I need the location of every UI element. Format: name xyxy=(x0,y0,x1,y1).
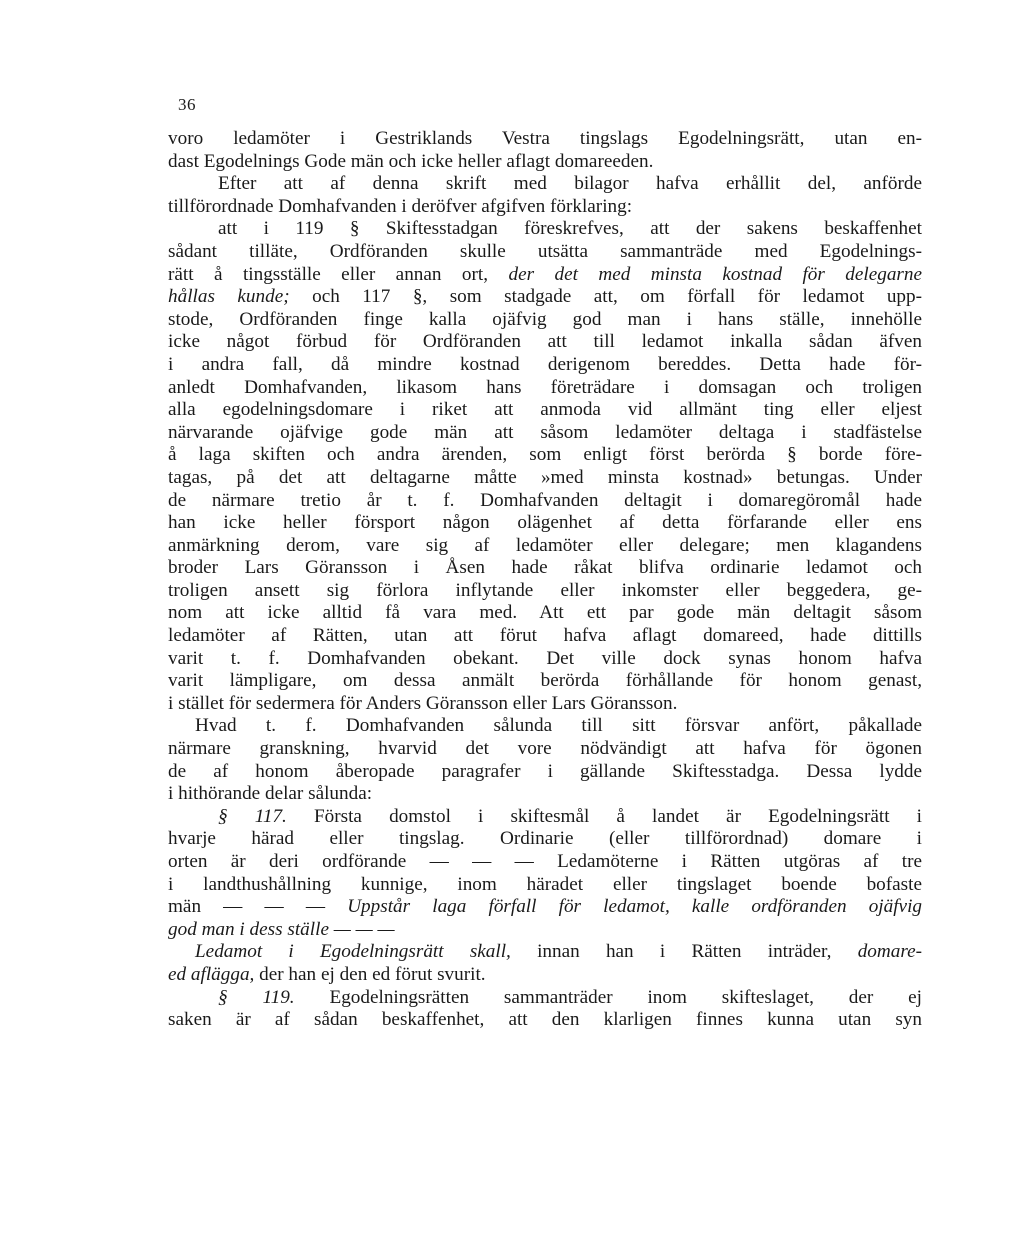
text-line: att i 119 § Skiftesstadgan föreskrefves, att der sakens beskaffenhet xyxy=(218,218,922,240)
text-line: voro ledamöter i Gestriklands Vestra tingslags Egodelningsrätt, utan en- xyxy=(168,128,922,149)
text-fragment: Egodelningsrätten sammanträder inom skifteslaget, der ej xyxy=(329,986,922,1008)
text-line: de närmare tretio år t. f. Domhafvanden deltagit i domaregöromål hade xyxy=(168,489,922,511)
italic-fragment: Uppstår laga förfall för ledamot, kalle ordföranden ojäfvig xyxy=(347,896,922,918)
text-line: hvarje härad eller tingslag. Ordinarie (eller tillförordnad) domare i xyxy=(168,828,922,850)
italic-fragment: god man i dess ställe — — — xyxy=(168,918,395,940)
text-line: Efter att af denna skrift med bilagor hafva erhållit del, anförde xyxy=(218,173,922,195)
text-line: dast Egodelnings Gode män och icke heller aflagt domareeden. xyxy=(168,150,654,172)
text-line: tagas, på det att deltagarne måtte »med minsta kostnad» betungas. Under xyxy=(168,466,922,488)
text-line: de af honom åberopade paragrafer i gällande Skiftesstadga. Dessa lydde xyxy=(168,760,922,782)
italic-fragment: der det med minsta kostnad för delegarne xyxy=(508,263,923,285)
text-fragment: der han ej den ed förut svurit. xyxy=(259,963,486,985)
italic-fragment: ed aflägga, xyxy=(168,963,255,985)
text-line: icke något förbud för Ordföranden att till ledamot inkalla sådan äfven xyxy=(168,331,922,353)
text-line: troligen ansett sig förlora inflytande eller inkomster eller beggedera, ge- xyxy=(168,579,922,601)
text-fragment: och 117 §, som stadgade att, om förfall för ledamot upp- xyxy=(312,286,922,308)
text-line: i landthushållning kunnige, inom häradet eller tingslaget boende bofaste xyxy=(168,873,922,895)
text-line xyxy=(168,964,922,987)
text-line: nom att icke alltid få vara med. Att ett par gode män deltagit såsom xyxy=(168,602,922,624)
text-line xyxy=(168,264,922,287)
italic-fragment: hållas kunde; xyxy=(168,286,290,308)
text-line: anmärkning derom, vare sig af ledamöter eller delegare; men klagandens xyxy=(168,534,922,556)
text-line xyxy=(168,806,922,829)
text-line: tillförordnade Domhafvanden i deröfver afgifven förklaring: xyxy=(168,195,633,217)
section-number: § 119. xyxy=(218,986,295,1008)
body-text xyxy=(168,128,922,1032)
text-line: varit lämpligare, om dessa anmält berörda förhållande för honom genast, xyxy=(168,670,922,692)
text-fragment: rätt å tingsställe eller annan ort, xyxy=(168,263,489,285)
page-number: 36 xyxy=(178,95,196,114)
text-line: saken är af sådan beskaffenhet, att den klarligen finnes kunna utan syn xyxy=(168,1009,922,1031)
text-line: sådant tilläte, Ordföranden skulle utsätta sammanträde med Egodelnings- xyxy=(168,240,922,262)
text-line: varit t. f. Domhafvanden obekant. Det ville dock synas honom hafva xyxy=(168,647,922,669)
text-line xyxy=(168,941,922,964)
text-line: närmare granskning, hvarvid det vore nödvändigt att hafva för ögonen xyxy=(168,738,922,760)
text-line: i hithörande delar sålunda: xyxy=(168,783,373,805)
text-line: han icke heller försport någon olägenhet af detta förfarande eller ens xyxy=(168,512,922,534)
text-line: Hvad t. f. Domhafvanden sålunda till sitt försvar anfört, påkallade xyxy=(195,715,922,737)
text-line: alla egodelningsdomare i riket att anmoda vid allmänt ting eller eljest xyxy=(168,399,922,421)
text-line xyxy=(168,919,922,942)
text-line: stode, Ordföranden finge kalla ojäfvig god man i hans ställe, innehölle xyxy=(168,308,922,330)
text-line: ledamöter af Rätten, utan att förut hafva aflagt domareed, hade dittills xyxy=(168,625,922,647)
section-number: § 117. xyxy=(218,805,287,827)
text-line xyxy=(168,896,922,919)
text-fragment: innan han i Rätten inträder, xyxy=(537,941,832,963)
italic-fragment: Ledamot i Egodelningsrätt skall, xyxy=(195,941,511,963)
italic-fragment: domare- xyxy=(857,941,922,963)
text-line: orten är deri ordförande — — — Ledamöterne i Rätten utgöras af tre xyxy=(168,851,922,872)
text-line: å laga skiften och andra ärenden, som enligt först berörda § borde före- xyxy=(168,444,922,466)
text-line xyxy=(168,286,922,309)
text-line: i andra fall, då mindre kostnad derigenom bereddes. Detta hade för- xyxy=(168,353,922,375)
text-fragment: män — — — xyxy=(168,896,326,918)
text-line: närvarande ojäfvige gode män att såsom ledamöter deltaga i stadfästelse xyxy=(168,421,922,443)
text-line: broder Lars Göransson i Åsen hade råkat blifva ordinarie ledamot och xyxy=(168,557,922,579)
text-line xyxy=(168,987,922,1010)
text-line: anledt Domhafvanden, likasom hans företrädare i domsagan och troligen xyxy=(168,376,922,398)
text-line: i stället för sedermera för Anders Göransson eller Lars Göransson. xyxy=(168,692,678,714)
text-fragment: Första domstol i skiftesmål å landet är Egodelningsrätt i xyxy=(313,805,923,827)
